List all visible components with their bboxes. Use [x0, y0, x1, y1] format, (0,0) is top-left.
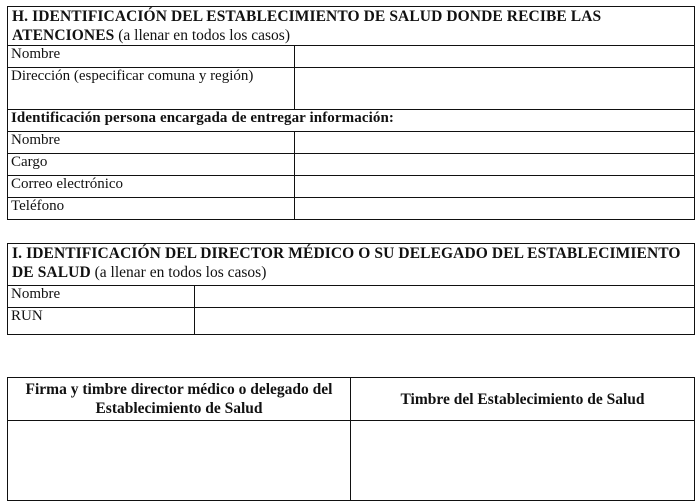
row-label-nombre: Nombre [8, 46, 295, 68]
cargo-field[interactable] [295, 154, 695, 176]
row-label-correo: Correo electrónico [8, 176, 295, 198]
section-i-title-bold: I. IDENTIFICACIÓN DEL DIRECTOR MÉDICO O SU DELEGADO DEL ESTABLECIMIENTO DE SALUD [12, 245, 681, 281]
section-i-table [7, 243, 695, 335]
row-label-direccion: Dirección (especificar comuna y región) [8, 68, 295, 110]
direccion-field[interactable] [295, 68, 695, 110]
director-nombre-field[interactable] [195, 286, 695, 308]
section-h-title-note: (a llenar en todos los casos) [118, 27, 290, 44]
section-h-table [7, 6, 695, 220]
row-label-run: RUN [8, 308, 195, 335]
row-label-contact-nombre: Nombre [8, 132, 295, 154]
stamp-box-establecimiento[interactable] [351, 421, 695, 501]
correo-field[interactable] [295, 176, 695, 198]
telefono-field[interactable] [295, 198, 695, 220]
row-label-director-nombre: Nombre [8, 286, 195, 308]
signature-header-director: Firma y timbre director médico o delegado del Establecimiento de Salud [8, 378, 351, 421]
contact-nombre-field[interactable] [295, 132, 695, 154]
signature-header-timbre: Timbre del Establecimiento de Salud [351, 378, 695, 421]
section-i-title-note: (a llenar en todos los casos) [94, 264, 267, 281]
signature-table [7, 377, 695, 501]
row-label-cargo: Cargo [8, 154, 295, 176]
contact-subheading: Identificación persona encargada de entregar información: [8, 110, 695, 132]
section-h-title-bold: H. IDENTIFICACIÓN DEL ESTABLECIMIENTO DE SALUD DONDE RECIBE LAS ATENCIONES [12, 8, 602, 44]
nombre-field[interactable] [295, 46, 695, 68]
row-label-telefono: Teléfono [8, 198, 295, 220]
run-field[interactable] [195, 308, 695, 335]
section-i-title [8, 244, 695, 286]
section-h-title [8, 7, 695, 46]
signature-box-director[interactable] [8, 421, 351, 501]
